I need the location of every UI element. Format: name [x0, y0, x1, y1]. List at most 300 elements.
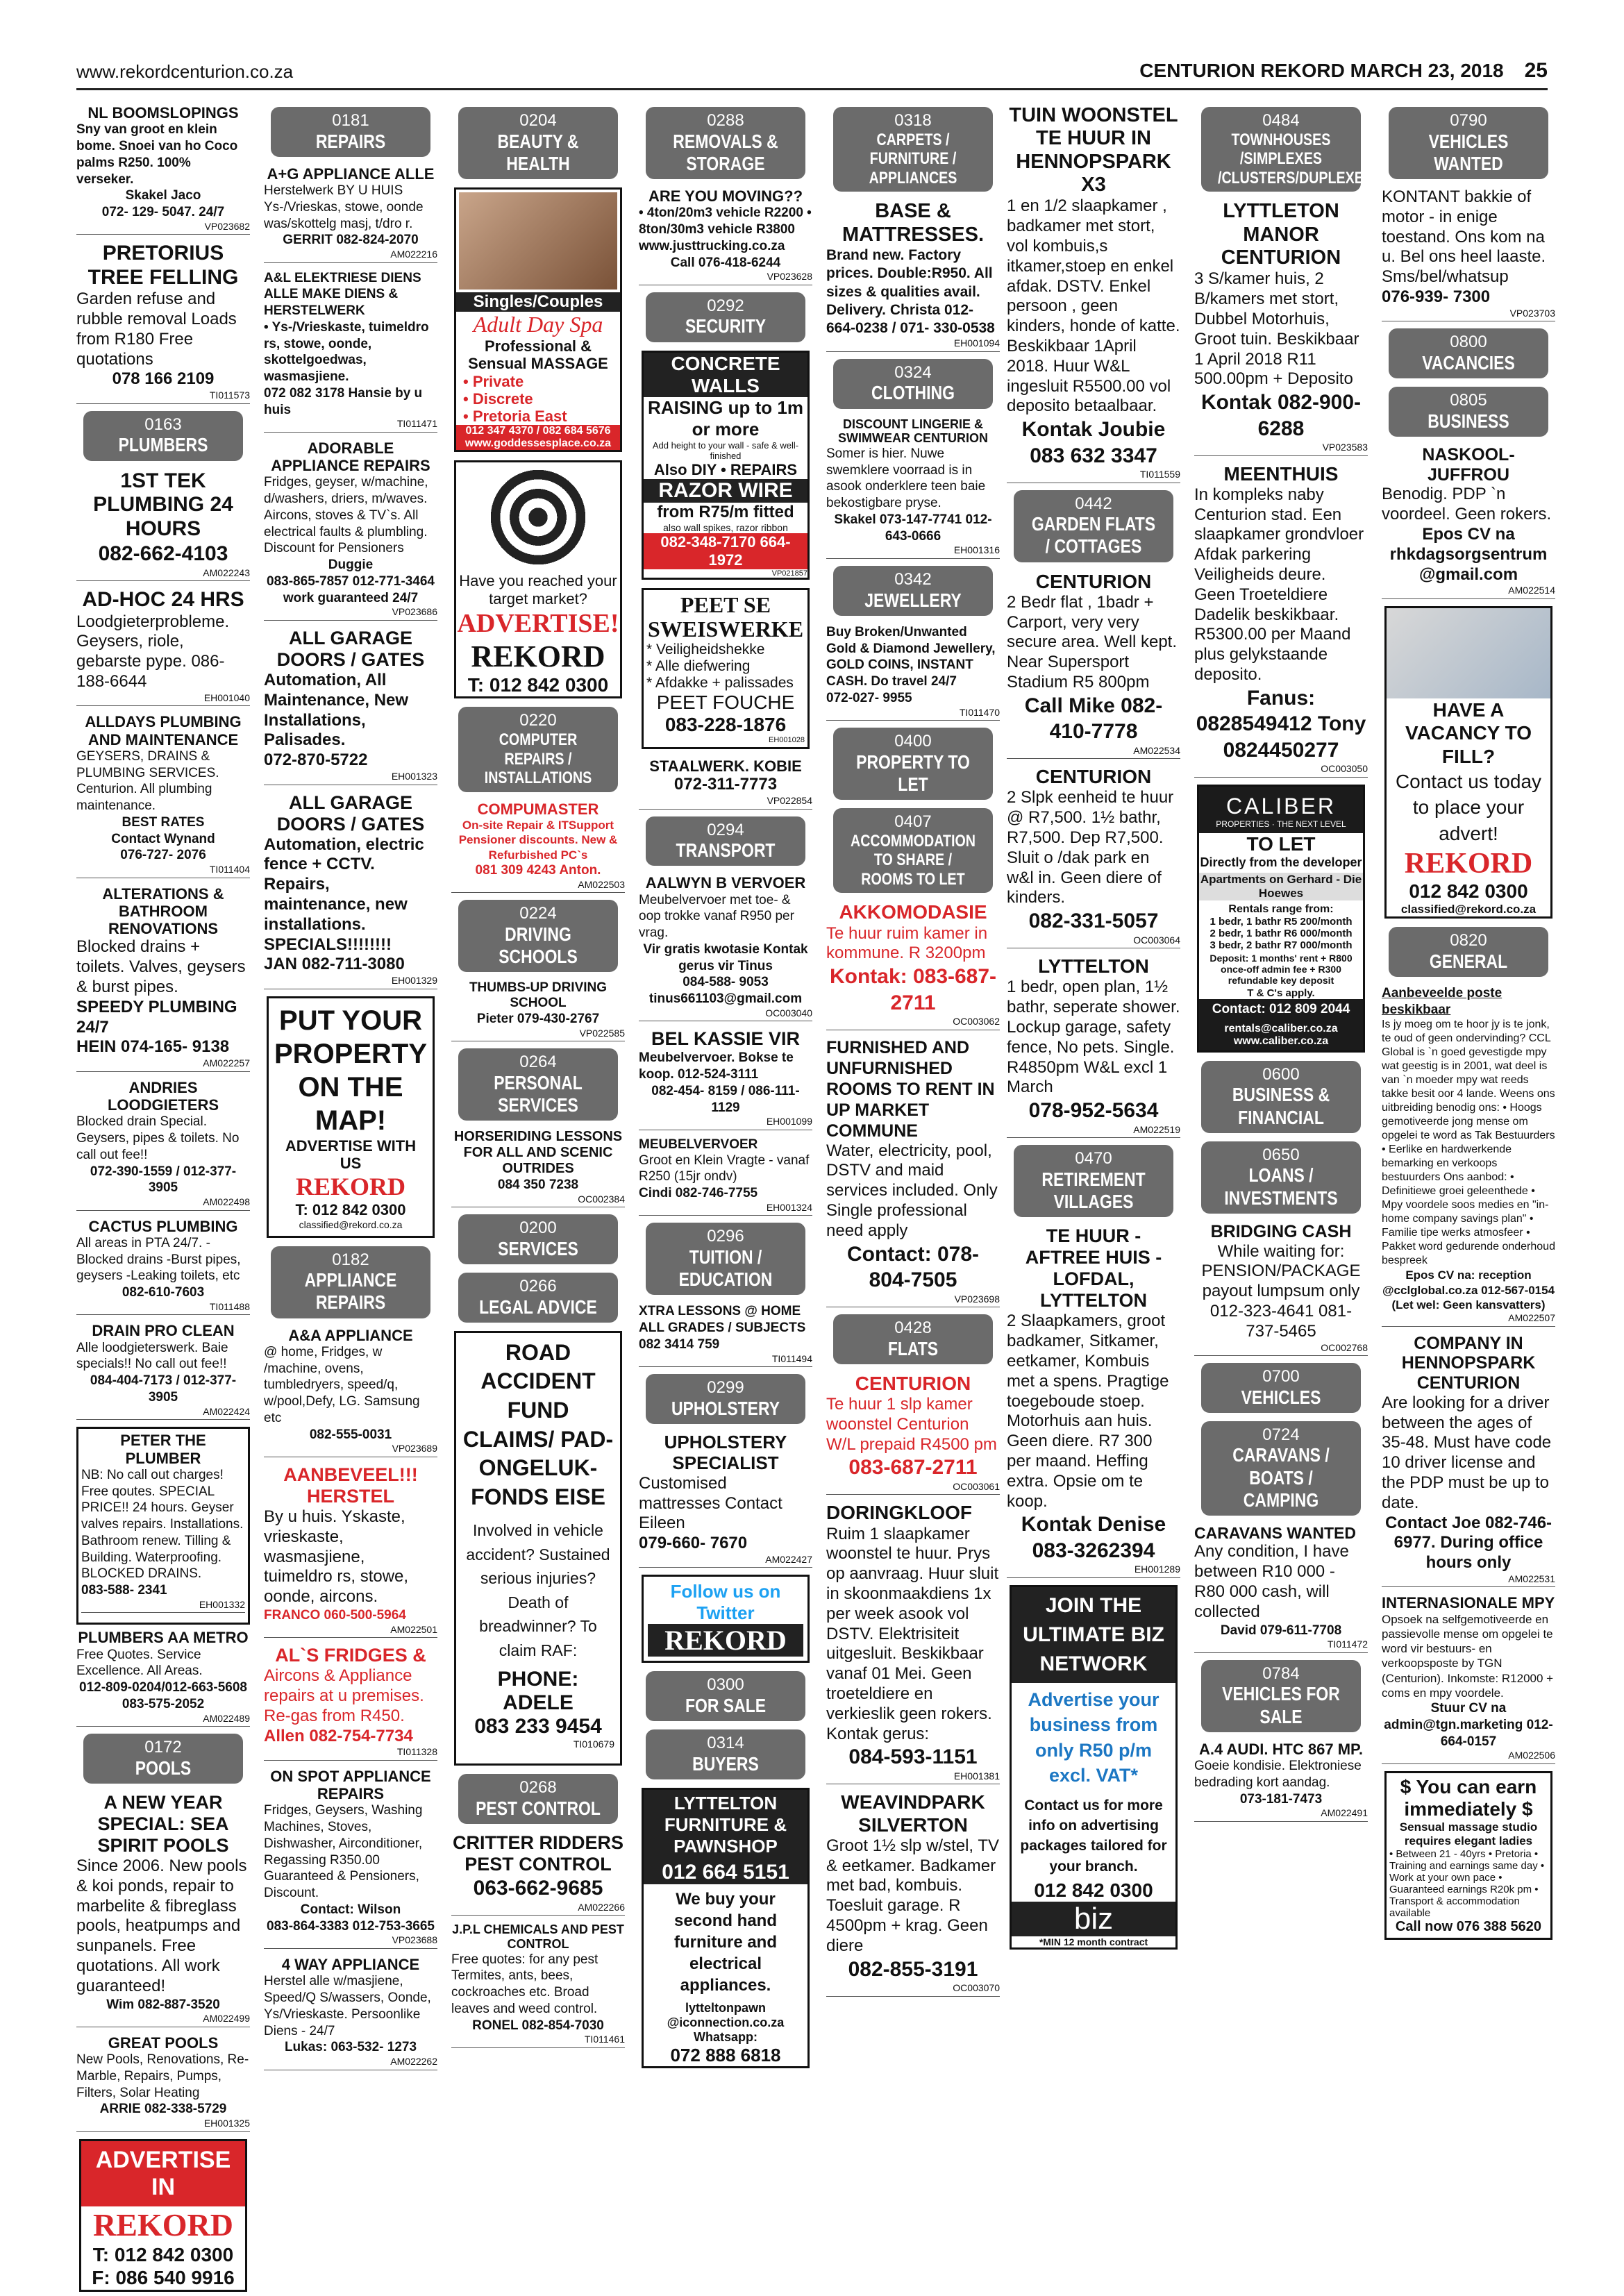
ad-text: PLUMBERS [118, 434, 208, 456]
ad-text: 0163 [144, 414, 182, 434]
ad-text: BASE & MATTRESSES. [842, 200, 985, 246]
classified-ad [76, 2034, 250, 2132]
ad-text: HAVE A VACANCY TO FILL? [1405, 698, 1532, 767]
ad-text: 1 bedr, open plan, 1½ bathr, seperate shower. Lockup garage, safety fence, No pets. Single. R4850pm W&L excl 1 March [1007, 978, 1180, 1097]
ad-text: OC002384 [451, 1193, 625, 1208]
ad-text: CARAVANS / BOATS / CAMPING [1232, 1444, 1330, 1511]
ad-text: HORSERIDING LESSONS FOR ALL AND SCENIC OUTRIDES [453, 1129, 623, 1176]
section-tab-removals [646, 107, 805, 179]
ad-text: REKORD [295, 1173, 405, 1201]
classified-ad [76, 1792, 250, 2027]
ad-text: 079-660- 7670 [639, 1534, 748, 1553]
ad-text: AM022501 [264, 1624, 437, 1639]
ad-text: 076-727- 2076 [120, 848, 206, 863]
ad-text: Fridges, Geysers, Washing Machines, Stoves, Dishwasher, Airconditioner, Regassing R350.00 Guaranteed & Pensioners, Discount. [264, 1803, 423, 1901]
advertise-banner [454, 460, 622, 698]
ad-text: 072 082 3178 Hansie by u huis [264, 385, 423, 417]
ad-text: FRANCO 060-500-5964 [264, 1607, 406, 1623]
paper-title [1139, 59, 1548, 83]
ad-text: 0224 [519, 904, 557, 923]
ad-text: 078 166 2109 [112, 369, 215, 389]
ad-text: In kompleks naby Centurion stad. Een slaapkamer grondvloer Afdak parkering Veiligheids deure. Geen Troeteldiere Dadelik beskikbaar. R5300.00 per Maand plus gelykstaande deposito. [1194, 485, 1364, 685]
ad-text: 0407 [894, 812, 932, 831]
ad-text: Add height to your wall - safe & well-finished [652, 439, 799, 461]
section-tab-pools [83, 1734, 243, 1784]
ad-text: 012 347 4370 / 082 684 5676 [456, 425, 620, 437]
ad-text: 073-181-7473 [1239, 1791, 1323, 1807]
ad-text: Stuur CV na admin@tgn.marketing 012-664-0157 [1384, 1701, 1553, 1749]
classified-ad [264, 1327, 437, 1457]
classified-ad [1007, 1225, 1180, 1578]
ad-text: VP021857 [771, 569, 807, 578]
ad-text: NB: No call out charges! Free qoutes. SPECIAL PRICE!! 24 hours. Geyser valves repairs. Installations. Bathroom renew. Tilling & Building. Waterproofing. BLOCKED DRAINS. [81, 1467, 244, 1582]
raf-claims-ad [454, 1331, 622, 1766]
ad-text: 2 Bedr flat , 1badr + Carport, very very secure area. Well kept. Near Supersport Stadium R5 800pm [1007, 592, 1178, 692]
ad-text: 084-404-7173 / 012-377-3905 [90, 1373, 237, 1405]
ad-text: VP023703 [1382, 308, 1555, 322]
biz-network-ad [1010, 1585, 1178, 1950]
ad-text: 072-311-7773 [673, 775, 778, 794]
classified-ad [264, 1768, 437, 1949]
ad-text: EH001028 [769, 735, 805, 744]
ad-text: Wim 082-887-3520 [106, 1997, 220, 2012]
ad-text: PEET FOUCHE [656, 691, 795, 713]
classified-ad [1194, 1222, 1368, 1356]
section-tab-business [1389, 387, 1548, 437]
vacancy-ad [1384, 606, 1552, 919]
ad-text: 0400 [894, 732, 932, 751]
classified-ad [76, 469, 250, 582]
ad-text: REKORD [648, 1624, 803, 1657]
ad-text: Rentals range from: [1228, 903, 1334, 915]
ad-text: PUT YOUR PROPERTY ON THE MAP! [274, 1005, 428, 1136]
ad-text: Free quotes: for any pest Termites, ants, bees, cockroaches etc. Broad leaves and weed control. [451, 1952, 598, 2016]
section-tab-transport [646, 816, 805, 866]
ad-text: PROPERTY TO LET [856, 751, 970, 795]
ad-text: 083-864-3383 012-753-3665 [267, 1918, 435, 1934]
ad-text: TI010679 [573, 1738, 614, 1750]
ad-text: 0314 [707, 1734, 744, 1753]
ad-text: 084 350 7238 [497, 1178, 579, 1192]
ad-text: TRANSPORT [676, 839, 776, 862]
ad-text: Any condition, I have between R10 000 - R80 000 cash, will collected [1194, 1542, 1349, 1621]
ad-text: AM022519 [1007, 1124, 1180, 1139]
classified-ad [1382, 985, 1555, 1327]
ad-text: OC003061 [826, 1481, 1000, 1495]
ad-text: *MIN 12 month contract [1039, 1936, 1148, 1948]
ad-text: TI011573 [76, 389, 250, 404]
ad-text: * Alle diefwering [646, 657, 751, 674]
ad-text: Contact us today to place your advert! [1395, 770, 1542, 845]
ad-text: 072-027- 9955 [826, 690, 912, 705]
ad-text: ON SPOT APPLIANCE REPAIRS [270, 1767, 431, 1803]
ad-text: DORINGKLOOF [826, 1502, 972, 1524]
ad-text: Sensual massage studio requires elegant ladies [1399, 1820, 1538, 1848]
ad-text: 082-555-0031 [309, 1427, 392, 1442]
ad-text: VP023688 [264, 1934, 437, 1949]
ad-text: AM022243 [76, 567, 250, 582]
ad-text: EH001040 [76, 692, 250, 707]
ad-text: ADORABLE APPLIANCE REPAIRS [271, 439, 430, 475]
ad-text: Follow us on Twitter [670, 1581, 781, 1624]
ad-text: @ home, Fridges, w /machine, ovens, tumbledryers, speed/q, w/pool,Defy, LG. Samsung etc [264, 1344, 420, 1425]
ad-text: 072-870-5722 [264, 751, 368, 770]
ad-text: Kontak Joubie 083 632 3347 [1021, 418, 1166, 467]
ad-text: AALWYN B VERVOER [645, 874, 806, 892]
classified-ad [1382, 1594, 1555, 1764]
ad-text: CONCRETE WALLS [644, 353, 807, 397]
ad-text: $ You can earn immediately $ [1400, 1775, 1537, 1820]
ad-text: 0800 [1450, 333, 1487, 352]
ad-text: Aanbeveelde poste beskikbaar [1382, 985, 1502, 1017]
ad-text: Epos CV na: reception @cclglobal.co.za 012-567-0154 (Let wel: Geen kansvatters) [1382, 1268, 1555, 1312]
section-tab-accommodation [833, 808, 993, 893]
classified-ad [76, 1322, 250, 1420]
ad-text: COMPUTER REPAIRS / INSTALLATIONS [484, 730, 592, 788]
ad-text: classified@rekord.co.za [1400, 902, 1537, 916]
ad-text: PERSONAL SERVICES [494, 1071, 583, 1116]
section-tab-upholstery [646, 1374, 805, 1424]
ad-text: REMOVALS & STORAGE [673, 130, 778, 174]
ad-text: A&L ELEKTRIESE DIENS ALLE MAKE DIENS & HERSTELWERK [264, 270, 421, 319]
ad-text: Since 2006. New pools & koi ponds, repair to marbelite & fibreglass pools, heatpumps and sunpanels. Free quotations. All work guaranteed! [76, 1857, 247, 1995]
ad-text: AM022534 [1007, 745, 1180, 760]
ad-text: MEENTHUIS [1223, 462, 1339, 485]
ad-text: NL BOOMSLOPINGS [87, 104, 239, 121]
ad-text: 083-228-1876 [664, 713, 787, 735]
ad-text: classified@rekord.co.za [299, 1218, 403, 1230]
section-tab-computer-repairs [458, 707, 618, 791]
ad-text: Contact us for more info on advertising packages tailored for your branch. [1020, 1797, 1167, 1875]
site-url[interactable]: www.rekordcenturion.co.za [76, 61, 294, 82]
ad-text: TE HUUR - AFTREE HUIS - LOFDAL, LYTTELTON [1025, 1225, 1162, 1312]
section-tab-vehicles [1201, 1363, 1361, 1413]
ad-text: JAN 082-711-3080 [264, 955, 405, 974]
ad-text: Groot 1½ slp w/stel, TV & eetkamer. Badkamer met bad, kombuis. Toesluit garage. R 4500pm + krag. Geen diere [826, 1836, 999, 1955]
ad-text: 4 WAY APPLIANCE [281, 1955, 420, 1973]
ad-text: CARAVANS WANTED [1194, 1523, 1356, 1542]
ad-text: 072- 129- 5047. 24/7 [101, 205, 225, 220]
ad-text: OC003062 [826, 1016, 1000, 1030]
page-header [76, 56, 1548, 90]
classified-ad [826, 1037, 1000, 1307]
ad-text: ALLDAYS PLUMBING AND MAINTENANCE [85, 713, 242, 748]
caliber-logo: CALIBER [1199, 787, 1363, 819]
ad-text: PLUMBERS AA METRO [78, 1629, 249, 1647]
ad-text: Are looking for a driver between the ages of 35-48. Must have code 10 driver license and the PDP must be up to date. [1382, 1393, 1552, 1512]
ad-text: VP022585 [451, 1028, 625, 1042]
classified-ad [76, 885, 250, 1072]
section-tab-vehicles-for-sale [1201, 1660, 1361, 1732]
ad-text: AM022498 [76, 1196, 250, 1211]
ad-text: 0324 [894, 362, 932, 382]
classified-ad [639, 1303, 812, 1367]
ad-text: 3 S/kamer huis, 2 B/kamers met stort, Dubbel Motorhuis, Groot tuin. Beskikbaar 1 April 2018 R11 500.00pm + Deposito [1194, 269, 1359, 389]
section-tab-legal-advice [458, 1273, 618, 1323]
classified-ad [451, 1832, 625, 1916]
ad-text: 0266 [519, 1277, 557, 1296]
ad-text: ACCOMMODATION TO SHARE / ROOMS TO LET [850, 831, 976, 889]
ad-text: AL`S FRIDGES & [275, 1645, 426, 1666]
ad-text: Directly from the developer [1200, 855, 1362, 869]
ad-text: Kontak Denise 083-3262394 [1021, 1513, 1166, 1562]
ad-text: • Ys-/Vrieskaste, tuimeldro rs, stowe, oonde, skottelgoedwas, wasmasjiene. [264, 319, 429, 385]
ad-text: Singles/Couples [456, 292, 620, 312]
ad-text: Loodgieterprobleme. Geysers, riole, gebarste pype. 086-188-6644 [76, 612, 230, 691]
ad-text: DRIVING SCHOOLS [499, 923, 578, 967]
ad-text: 2 Slaapkamers, groot badkamer, Sitkamer, eetkamer, Kombuis met a spens. Pragtige toegeboude stoep. Motorhuis aan huis. Geen diere. R7 300 per maand. Heffing extra. Opsie om te koop. [1007, 1312, 1169, 1511]
ad-text: 082-662-4103 [98, 542, 228, 566]
ad-text: Also DIY • REPAIRS [653, 460, 798, 478]
ad-text: On-site Repair & ITSupport Pensioner discounts. New & Refurbished PC`s [458, 819, 618, 862]
ad-text: • Private [463, 372, 524, 390]
classified-ad [826, 200, 1000, 351]
ad-text: 081 309 4243 Anton. [475, 862, 601, 878]
ad-text: Fanus: 0828549412 Tony 0824450277 [1196, 686, 1366, 762]
classified-ad [1194, 1741, 1368, 1822]
ad-text: OC003070 [826, 1982, 1000, 1997]
ad-text: Call 076-418-6244 [670, 255, 781, 270]
ad-text: By u huis. Yskaste, vrieskaste, wasmasjiene, tuimeldro rs, stowe, oonde, aircons. [264, 1507, 409, 1607]
ad-text: Contact Joe 082-746-6977. During office hours only [1384, 1513, 1552, 1573]
ad-text: LYTTLETON MANOR CENTURION [1221, 200, 1341, 269]
ad-text: BRIDGING CASH [1210, 1221, 1352, 1241]
ad-text: 083-687-2711 [848, 1456, 978, 1480]
ad-text: EH001316 [826, 544, 1000, 559]
ad-text: Epos CV na rhkdagsorgsentrum @gmail.com [1389, 524, 1548, 584]
ad-text: WEAVINDPARK SILVERTON [841, 1791, 985, 1836]
ad-text: 012 842 0300 [1409, 880, 1528, 902]
ad-text: BUSINESS [1428, 410, 1509, 432]
section-tab-jewellery [833, 566, 993, 616]
section-tab-beauty-health [458, 107, 618, 179]
classified-ad [76, 713, 250, 878]
ad-text: 0342 [894, 569, 932, 589]
classified-ad [76, 588, 250, 706]
ad-text: 1ST TEK PLUMBING 24 HOURS [93, 469, 233, 540]
ad-text: Pieter 079-430-2767 [476, 1011, 600, 1026]
ad-text: RAZOR WIRE [644, 479, 807, 503]
ad-text: ANDRIES LOODGIETERS [107, 1078, 219, 1114]
section-tab-vacancies [1389, 328, 1548, 378]
ad-text: rentals@caliber.co.za www.caliber.co.za [1199, 1020, 1363, 1050]
ad-text: Allen 082-754-7734 [264, 1726, 413, 1745]
ad-text: UPHOLSTERY [671, 1397, 780, 1419]
ad-text: APPLIANCE REPAIRS [304, 1269, 397, 1314]
ad-text: 0600 [1262, 1064, 1300, 1084]
ad-text: REPAIRS [315, 130, 386, 152]
ad-text: RONEL 082-854-7030 [472, 2018, 604, 2033]
ad-text: Somer is hier. Nuwe swemklere voorraad is in asook onderklere teen baie bekostigbare pryse. [826, 446, 986, 511]
ad-text: ARE YOU MOVING?? [648, 187, 803, 205]
classified-ad [639, 187, 812, 285]
ad-text: RAISING up to 1m or more [648, 396, 803, 439]
classified-ad [639, 1028, 812, 1130]
ad-text: AM022424 [76, 1406, 250, 1421]
ad-text: REKORD [1404, 847, 1533, 880]
ad-text: GERRIT 082-824-2070 [283, 233, 419, 248]
ad-text: Kontak 082-900-6288 [1200, 391, 1362, 440]
ad-text: Whatsapp: [694, 2029, 757, 2044]
ad-text: SPEEDY PLUMBING 24/7 [76, 997, 237, 1037]
ad-text: Duggie [328, 558, 374, 573]
classified-ad [826, 417, 1000, 559]
classified-ad [264, 1956, 437, 2070]
ad-text: Blocked drain Special. Geysers, pipes & toilets. No call out fee!! [76, 1114, 240, 1162]
ad-text: DISCOUNT LINGERIE & SWIMWEAR CENTURION [838, 417, 988, 446]
ad-text: David 079-611-7708 [1220, 1623, 1342, 1638]
ad-text: Have you reached your target market? [459, 572, 617, 608]
column-6 [1007, 104, 1180, 2254]
ad-text: 3 bedr, 2 bathr R7 000/month [1209, 939, 1353, 951]
ad-text: GEYSERS, DRAINS & PLUMBING SERVICES. Centurion. All plumbing maintenance. [76, 748, 219, 814]
ad-text: 0220 [519, 711, 557, 730]
classified-ad [826, 1373, 1000, 1495]
column-2 [264, 104, 437, 2254]
section-tab-vehicles-wanted [1389, 107, 1548, 179]
ad-text: lytteltonpawn @iconnection.co.za [667, 2000, 785, 2029]
ad-text: Contact: 012 809 2044 [1199, 999, 1363, 1020]
classified-ad [264, 270, 437, 433]
ad-text: Fridges, geyser, w/machine, d/washers, driers, m/waves. Aircons, stoves & TV`s. All electrical faults & plumbling. Discount for Pensioners [264, 475, 428, 556]
ad-text: 0805 [1450, 391, 1487, 410]
ad-text: EH001325 [76, 2118, 250, 2132]
ad-text: 0296 [707, 1227, 744, 1246]
classified-ad [264, 439, 437, 621]
ad-text: THUMBS-UP DRIVING SCHOOL [469, 980, 608, 1010]
section-tab-security [646, 292, 805, 342]
classified-ad [1194, 463, 1368, 778]
ad-text: EH001289 [1007, 1564, 1180, 1578]
ad-text: Kontak: 083-687-2711 [829, 965, 997, 1014]
ad-text: Te huur 1 slp kamer woonstel Centurion W/L prepaid R4500 pm [826, 1395, 997, 1454]
ad-text: ADVERTISE! [457, 609, 619, 639]
ad-text: AM022262 [264, 2056, 437, 2070]
ad-text: PETER THE PLUMBER [120, 1432, 206, 1467]
ad-text: Involved in vehicle accident? Sustained serious injuries? Death of breadwinner? To claim RAF: [466, 1521, 610, 1659]
ad-text: VP023698 [826, 1293, 1000, 1308]
ad-text: 063-662-9685 [473, 1877, 603, 1900]
classified-ad [1382, 187, 1555, 321]
section-tab-general [1389, 927, 1548, 977]
section-tab-appliance-repairs [271, 1246, 430, 1318]
ad-text: TO LET [1246, 832, 1316, 855]
ad-text: AM022489 [76, 1713, 250, 1727]
section-tab-for-sale [646, 1671, 805, 1721]
ad-text: TI011559 [1007, 469, 1180, 483]
ad-text: VP023686 [264, 606, 437, 621]
ad-text: also wall spikes, razor ribbon [663, 521, 788, 533]
caliber-properties-ad [1197, 785, 1365, 1053]
pawnshop-ad [642, 1788, 810, 2068]
ad-text: FOR SALE [685, 1695, 767, 1717]
column-5 [826, 104, 1000, 2254]
ad-text: 072 888 6818 [670, 2044, 781, 2065]
ad-text: Aircons & Appliance repairs at u premises. Re-gas from R450. [264, 1666, 424, 1725]
ad-text: • Between 21 - 40yrs • Pretoria • Training and earnings same day • Work at your own pace • Guaranteed earnings R20k pm • Transport & accommodation available [1389, 1848, 1545, 1920]
ad-text: GARDEN FLATS / COTTAGES [1031, 513, 1156, 558]
ad-text: EH001381 [826, 1770, 1000, 1785]
ad-text: Groot en Klein Vragte - vanaf R250 (15jr ondv) [639, 1153, 810, 1184]
ad-text: 0724 [1262, 1425, 1300, 1444]
ad-text: Herstelwerk BY U HUIS Ys-/Vrieskas, stowe, oonde was/skottelg masj, t/dro r. [264, 183, 424, 231]
ad-text: AM022257 [76, 1057, 250, 1072]
classified-ad [1007, 955, 1180, 1138]
column-3 [451, 104, 625, 2254]
ad-text: 076-939- 7300 [1382, 287, 1491, 306]
ad-text: Sny van groot en klein bome. Snoei van ho Coco palms R250. 100% verseker. [76, 122, 238, 187]
ad-text: www.goddessesplace.co.za [456, 437, 620, 450]
section-tab-caravans [1201, 1421, 1361, 1516]
ad-text: AM022266 [451, 1902, 625, 1916]
classified-ad [264, 1464, 437, 1638]
ad-text: ROAD ACCIDENT FUND CLAIMS/ PAD-ONGELUK-FONDS EISE [462, 1339, 614, 1509]
ad-text: CENTURION [1035, 766, 1152, 788]
section-tab-repairs [271, 107, 430, 157]
ad-text: EH001094 [826, 337, 1000, 352]
ad-text: TI011471 [264, 418, 437, 433]
ad-text: 0442 [1075, 494, 1112, 513]
section-tab-driving-schools [458, 900, 618, 972]
ad-text: REKORD [471, 639, 605, 674]
ad-text: Herstel alle w/masjiene, Speed/Q S/wassers, Oonde, Ys/Vrieskaste. Persoonlike Diens - 24/7 [264, 1974, 431, 2038]
ad-text: TI011404 [76, 864, 250, 878]
classified-ad [451, 980, 625, 1041]
ad-text: T: 012 842 0300 [92, 2243, 234, 2265]
ad-text: 0181 [332, 111, 369, 130]
ad-text: Skakel Jaco [125, 188, 201, 203]
ad-text: Alle loodgieterswerk. Baie specials!! No call out fee!! [76, 1340, 228, 1372]
ad-text: 0288 [707, 111, 744, 130]
ad-text: A&A APPLIANCE [288, 1326, 413, 1344]
ad-text: Goeie kondisie. Elektroniese bedrading kort aandag. [1194, 1759, 1362, 1790]
ad-text: 0784 [1262, 1664, 1300, 1683]
ad-text: XTRA LESSONS @ HOME ALL GRADES / SUBJECTS [639, 1304, 806, 1336]
ad-text: AKKOMODASIE [839, 901, 987, 923]
ad-text: A NEW YEAR SPECIAL: SEA SPIRIT POOLS [97, 1791, 229, 1856]
ad-text: T: 012 842 0300 [295, 1201, 406, 1219]
ad-text: Professional & Sensual MASSAGE [468, 337, 608, 373]
ad-text: • 4ton/20m3 vehicle R2200 • 8ton/30m3 vehicle R3800 www.justtrucking.co.za [639, 206, 812, 253]
ad-text: BUSINESS & FINANCIAL [1232, 1084, 1330, 1128]
ad-text: Contact: 078-804-7505 [846, 1242, 980, 1292]
ad-text: Advertise your business from only R50 p/m excl. VAT* [1028, 1689, 1160, 1786]
ad-text: 0299 [707, 1378, 744, 1398]
ad-text: Garden refuse and rubble removal Loads from R180 Free quotations [76, 290, 237, 369]
ad-text: ADVERTISE IN [81, 2141, 245, 2206]
ad-text: Meubelvervoer. Bokse te koop. 012-524-3111 [639, 1050, 794, 1082]
ad-text: We buy your second hand furniture and electrical appliances. [673, 1889, 778, 1995]
ad-text: Meubelvervoer met toe- & oop trokke vanaf R950 per vrag. [639, 892, 794, 941]
ad-text: Customised mattresses Contact Eileen [639, 1473, 782, 1533]
ad-text: While waiting for: PENSION/PACKAGE payout lumpsum only [1201, 1241, 1361, 1301]
ad-text: TOWNHOUSES /SIMPLEXES /CLUSTERS/DUPLEXES [1217, 130, 1373, 187]
ad-text: J.P.L CHEMICALS AND PEST CONTROL [452, 1922, 624, 1951]
ad-text: NASKOOL-JUFFROU [1422, 444, 1515, 485]
section-tab-townhouses [1201, 107, 1373, 192]
ad-text: 084-588- 9053 tinus661103@gmail.com [648, 975, 803, 1007]
ad-text: 0820 [1450, 930, 1487, 950]
ad-text: New Pools, Renovations, Re-Marble, Repairs, Pumps, Filters, Solar Heating [76, 2052, 249, 2100]
ad-text: VEHICLES WANTED [1428, 130, 1509, 174]
ad-text: VP023583 [1194, 442, 1368, 456]
ad-text: 0200 [519, 1218, 557, 1238]
ad-text: Automation, All Maintenance, New Installations, Palisades. [264, 671, 409, 750]
classified-ad [451, 1922, 625, 2048]
ad-text: Te huur ruim kamer in kommune. R 3200pm [826, 923, 988, 963]
classified-ad [826, 624, 1000, 721]
ad-text: A.4 AUDI. HTC 867 MP. [1199, 1740, 1363, 1758]
